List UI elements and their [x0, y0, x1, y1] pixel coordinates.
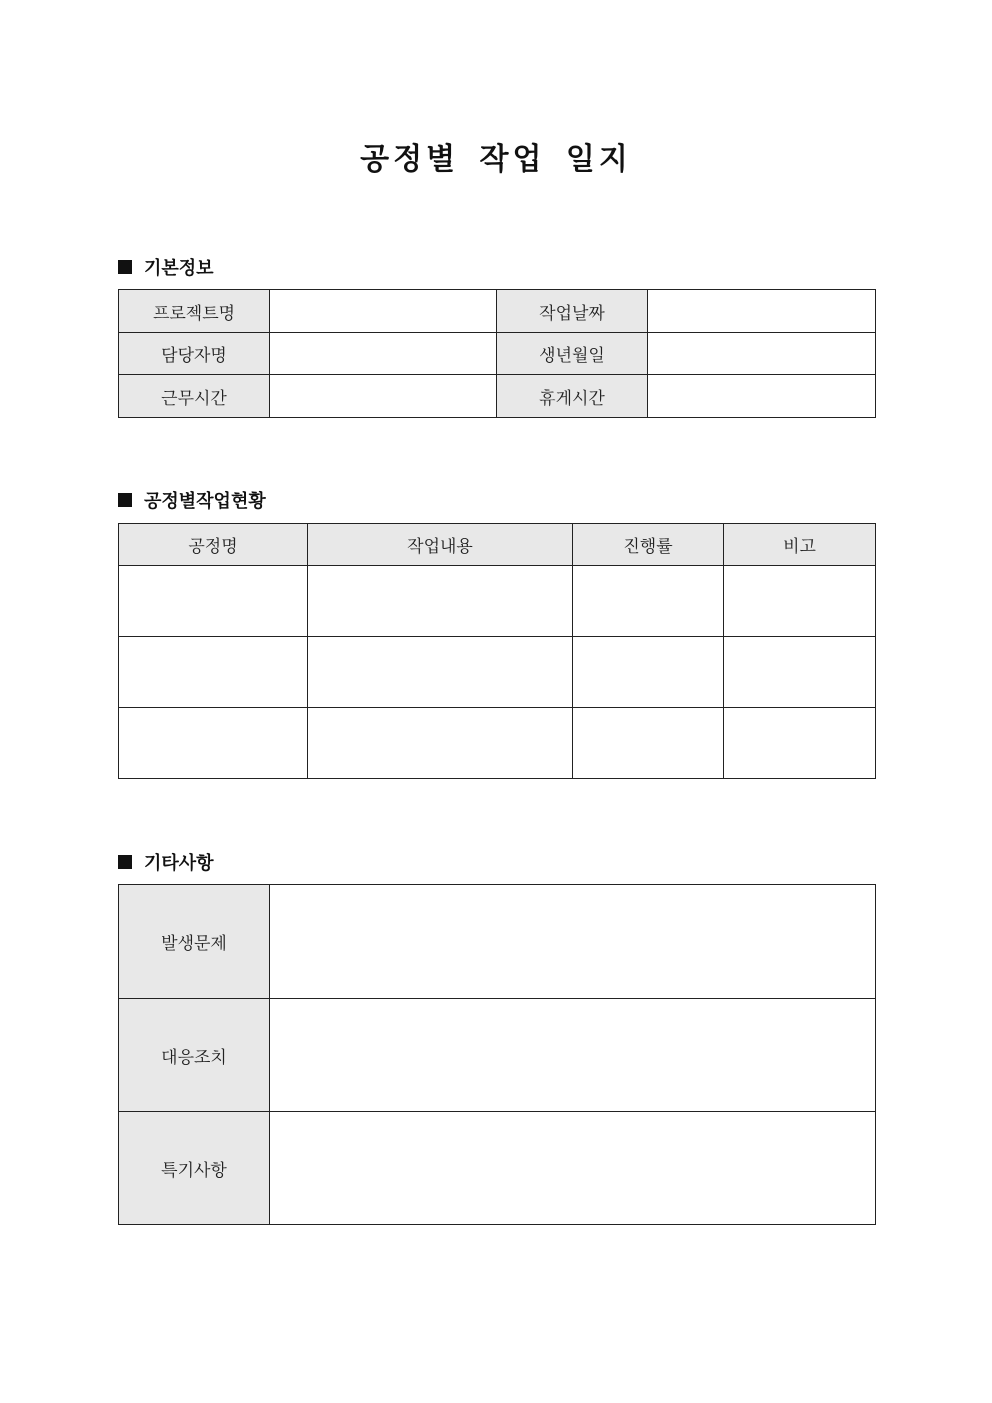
square-bullet-icon — [118, 260, 132, 274]
section-heading-label: 기본정보 — [144, 258, 214, 279]
label-work-hours: 근무시간 — [119, 375, 270, 418]
remarks-cell[interactable] — [724, 708, 876, 779]
table-row — [119, 333, 876, 375]
table-row — [119, 637, 876, 708]
progress-cell[interactable] — [573, 708, 724, 779]
label-break-time: 휴게시간 — [497, 375, 648, 418]
basic-info-table — [118, 289, 876, 418]
project-name-field[interactable] — [270, 290, 497, 333]
document-title: 공정별 작업 일지 — [360, 142, 632, 177]
remarks-cell[interactable] — [724, 637, 876, 708]
square-bullet-icon — [118, 493, 132, 507]
countermeasures-field[interactable] — [270, 999, 876, 1112]
work-hours-field[interactable] — [270, 375, 497, 418]
label-manager-name: 담당자명 — [119, 333, 270, 375]
manager-name-field[interactable] — [270, 333, 497, 375]
work-date-field[interactable] — [648, 290, 876, 333]
break-time-field[interactable] — [648, 375, 876, 418]
progress-cell[interactable] — [573, 566, 724, 637]
label-work-date: 작업날짜 — [497, 290, 648, 333]
square-bullet-icon — [118, 855, 132, 869]
work-content-cell[interactable] — [308, 637, 573, 708]
issues-field[interactable] — [270, 885, 876, 999]
misc-table — [118, 884, 876, 1225]
table-row — [119, 1112, 876, 1225]
table-row — [119, 566, 876, 637]
process-name-cell[interactable] — [119, 566, 308, 637]
section-heading-label: 기타사항 — [144, 853, 214, 874]
column-header-progress: 진행률 — [573, 524, 724, 566]
table-row — [119, 708, 876, 779]
process-status-table — [118, 523, 876, 779]
table-row — [119, 290, 876, 333]
label-issues: 발생문제 — [119, 885, 270, 999]
label-project-name: 프로젝트명 — [119, 290, 270, 333]
progress-cell[interactable] — [573, 637, 724, 708]
work-content-cell[interactable] — [308, 708, 573, 779]
birth-date-field[interactable] — [648, 333, 876, 375]
column-header-process-name: 공정명 — [119, 524, 308, 566]
table-row — [119, 375, 876, 418]
column-header-work-content: 작업내용 — [308, 524, 573, 566]
remarks-cell[interactable] — [724, 566, 876, 637]
work-content-cell[interactable] — [308, 566, 573, 637]
table-header-row — [119, 524, 876, 566]
column-header-remarks: 비고 — [724, 524, 876, 566]
process-name-cell[interactable] — [119, 637, 308, 708]
process-name-cell[interactable] — [119, 708, 308, 779]
special-notes-field[interactable] — [270, 1112, 876, 1225]
section-heading-misc — [118, 849, 214, 875]
section-heading-label: 공정별작업현황 — [144, 491, 266, 512]
table-row — [119, 885, 876, 999]
label-birth-date: 생년월일 — [497, 333, 648, 375]
label-countermeasures: 대응조치 — [119, 999, 270, 1112]
table-row — [119, 999, 876, 1112]
section-heading-process-status — [118, 487, 266, 513]
label-special-notes: 특기사항 — [119, 1112, 270, 1225]
section-heading-basic-info — [118, 254, 214, 280]
